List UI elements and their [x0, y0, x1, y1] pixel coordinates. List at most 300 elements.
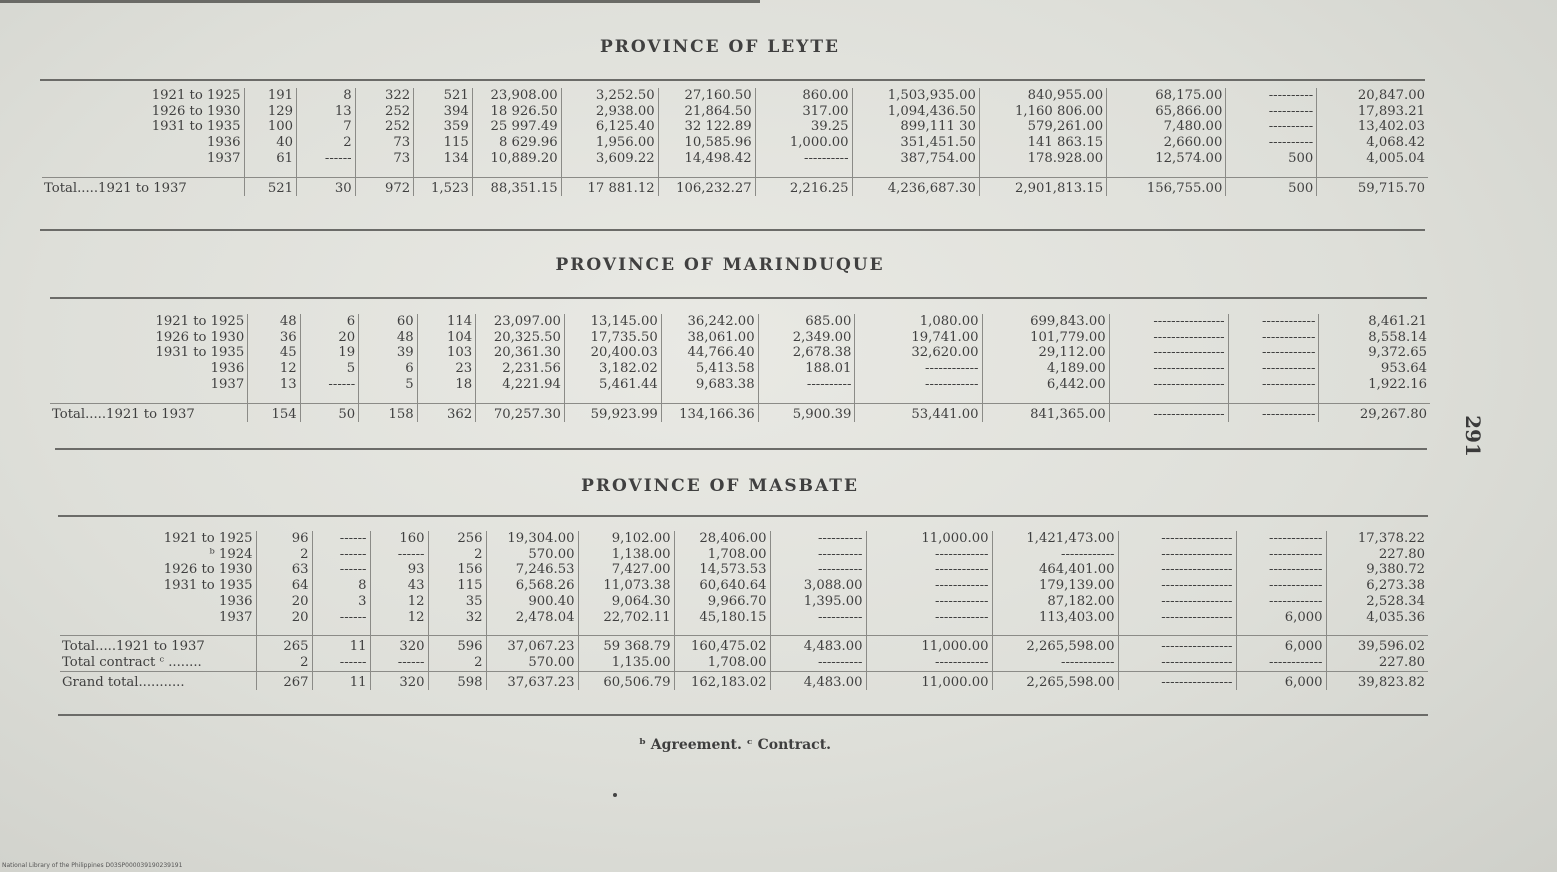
table-cell: ----------------	[1109, 345, 1228, 361]
marinduque-totals-row	[50, 403, 1430, 422]
table-cell: 11	[312, 636, 370, 655]
table-cell: 65,866.00	[1107, 104, 1226, 120]
table-cell: 100	[244, 119, 297, 135]
marinduque-rows-row	[50, 330, 1430, 346]
table-cell: ----------------	[1118, 531, 1236, 547]
table-cell: 252	[355, 104, 414, 120]
masbate-totals-row	[60, 671, 1428, 690]
table-cell: ------------	[866, 655, 992, 671]
table-cell: 860.00	[755, 88, 852, 104]
table-cell: 4,221.94	[476, 377, 565, 393]
table-cell: 32 122.89	[658, 119, 755, 135]
table-cell: ------	[370, 547, 428, 563]
row-label: Total.....1921 to 1937	[50, 403, 248, 422]
table-cell: 7,480.00	[1107, 119, 1226, 135]
table-cell: 11,000.00	[866, 636, 992, 655]
table-cell: 1,094,436.50	[852, 104, 979, 120]
table-cell: 2	[428, 547, 486, 563]
table-cell: 8 629.96	[472, 135, 561, 151]
table-cell: 12	[370, 610, 428, 626]
table-cell: ----------------	[1109, 403, 1228, 422]
table-cell: 10,585.96	[658, 135, 755, 151]
row-label: 1931 to 1935	[163, 578, 253, 594]
table-cell: 60,506.79	[578, 671, 674, 690]
marinduque-rows-row	[50, 345, 1430, 361]
table-cell: 39	[359, 345, 418, 361]
table-cell: 3,182.02	[564, 361, 661, 377]
table-cell: 2,660.00	[1107, 135, 1226, 151]
table-cell: 351,451.50	[852, 135, 979, 151]
table-cell: 5	[359, 377, 418, 393]
table-cell: 3,252.50	[561, 88, 658, 104]
table-cell: 2	[256, 655, 312, 671]
table-cell: ------------	[866, 562, 992, 578]
table-cell: 953.64	[1319, 361, 1430, 377]
table-cell: 252	[355, 119, 414, 135]
table-cell: 19	[300, 345, 359, 361]
table-cell: 320	[370, 636, 428, 655]
table-cell: ------------	[855, 377, 982, 393]
table-cell: 103	[417, 345, 476, 361]
table-cell: 68,175.00	[1107, 88, 1226, 104]
table-cell: 104	[417, 330, 476, 346]
table-cell: 39,596.02	[1326, 636, 1428, 655]
table-cell: 4,068.42	[1317, 135, 1428, 151]
table-cell: 64	[256, 578, 312, 594]
table-cell: 3,088.00	[770, 578, 866, 594]
table-cell: 2,528.34	[1326, 594, 1428, 610]
table-cell: 19,304.00	[486, 531, 578, 547]
table-cell: ------------	[1228, 345, 1319, 361]
table-cell: 32	[428, 610, 486, 626]
table-cell: 1,395.00	[770, 594, 866, 610]
masbate-rows-row	[60, 531, 1428, 547]
table-cell: 1,523	[414, 177, 473, 196]
marinduque-rows-row	[50, 314, 1430, 330]
table-cell: 2	[256, 547, 312, 563]
table-cell: 11	[312, 671, 370, 690]
table-cell: 6,000	[1236, 610, 1326, 626]
table-cell: ----------	[1226, 135, 1317, 151]
row-label: 1921 to 1925	[155, 314, 245, 329]
table-cell: 38,061.00	[661, 330, 758, 346]
table-cell: 134	[414, 151, 473, 167]
table-cell: ------	[312, 531, 370, 547]
table-cell: 4,483.00	[770, 671, 866, 690]
table-cell: 9,064.30	[578, 594, 674, 610]
scan-credit: National Library of the Philippines D03SP000039190239191	[2, 862, 183, 869]
table-cell: 73	[355, 135, 414, 151]
table-cell: 256	[428, 531, 486, 547]
table-cell: 53,441.00	[855, 403, 982, 422]
section-title-leyte: PROVINCE OF LEYTE	[600, 37, 840, 57]
table-cell: 12	[370, 594, 428, 610]
table-cell: 840,955.00	[979, 88, 1106, 104]
table-cell: ------	[300, 377, 359, 393]
masbate-rows-row	[60, 547, 1428, 563]
row-label: 1926 to 1930	[151, 103, 241, 119]
table-cell: 9,102.00	[578, 531, 674, 547]
table-cell: ----------------	[1109, 377, 1228, 393]
table-cell: 685.00	[758, 314, 855, 330]
table-cell: 6,273.38	[1326, 578, 1428, 594]
table-cell: 17,735.50	[564, 330, 661, 346]
table-cell: 21,864.50	[658, 104, 755, 120]
table-cell: ----------------	[1109, 330, 1228, 346]
table-cell: ------------	[1236, 547, 1326, 563]
table-cell: 6,000	[1236, 636, 1326, 655]
table-cell: 60,640.64	[674, 578, 770, 594]
table-cell: 61	[244, 151, 297, 167]
top-edge-rule	[0, 0, 760, 3]
table-cell: 1,000.00	[755, 135, 852, 151]
masbate-bottom-rule	[58, 714, 1428, 716]
table-cell: 899,111 30	[852, 119, 979, 135]
table-cell: ----------	[770, 531, 866, 547]
table-cell: 11,000.00	[866, 671, 992, 690]
leyte-rows-row	[42, 151, 1428, 167]
leyte-rows-row	[42, 119, 1428, 135]
table-cell: 22,702.11	[578, 610, 674, 626]
row-label: Total.....1921 to 1937	[42, 177, 244, 196]
table-cell: ----------------	[1109, 361, 1228, 377]
table-cell: 113,403.00	[992, 610, 1118, 626]
table-cell: 227.80	[1326, 547, 1428, 563]
table-cell: 23,097.00	[476, 314, 565, 330]
table-cell: 322	[355, 88, 414, 104]
table-cell: 23	[417, 361, 476, 377]
masbate-table	[60, 531, 1428, 690]
table-cell: 5,461.44	[564, 377, 661, 393]
marinduque-table	[50, 314, 1430, 422]
leyte-rows-row	[42, 88, 1428, 104]
table-cell: 27,160.50	[658, 88, 755, 104]
table-cell: 598	[428, 671, 486, 690]
table-cell: 141 863.15	[979, 135, 1106, 151]
marinduque-bottom-rule	[55, 448, 1427, 450]
table-cell: 45	[248, 345, 300, 361]
table-cell: 1,421,473.00	[992, 531, 1118, 547]
table-cell: 37,637.23	[486, 671, 578, 690]
table-cell: 59,923.99	[564, 403, 661, 422]
table-cell: 134,166.36	[661, 403, 758, 422]
leyte-top-rule	[40, 79, 1425, 81]
ink-dot	[613, 793, 617, 797]
table-cell: 464,401.00	[992, 562, 1118, 578]
table-cell: 115	[428, 578, 486, 594]
table-cell: 101,779.00	[982, 330, 1109, 346]
table-cell: ----------------	[1118, 655, 1236, 671]
table-cell: 900.40	[486, 594, 578, 610]
table-cell: 2,938.00	[561, 104, 658, 120]
table-cell: 2,265,598.00	[992, 671, 1118, 690]
table-cell: 45,180.15	[674, 610, 770, 626]
row-label: 1931 to 1935	[155, 345, 245, 361]
table-cell: 2	[297, 135, 356, 151]
masbate-top-rule	[58, 515, 1428, 517]
table-cell: 5	[300, 361, 359, 377]
table-cell: 13	[248, 377, 300, 393]
table-cell: 1,708.00	[674, 655, 770, 671]
table-cell: 50	[300, 403, 359, 422]
table-cell: 1,135.00	[578, 655, 674, 671]
table-cell: 17,893.21	[1317, 104, 1428, 120]
table-cell: 7	[297, 119, 356, 135]
table-cell: 2,216.25	[755, 177, 852, 196]
table-cell: 18	[417, 377, 476, 393]
table-cell: 596	[428, 636, 486, 655]
table-cell: ------------	[866, 610, 992, 626]
table-cell: 13,145.00	[564, 314, 661, 330]
table-cell: 48	[248, 314, 300, 330]
table-cell: ------------	[866, 594, 992, 610]
row-label: 1937	[210, 376, 245, 392]
row-label: 1937	[218, 609, 253, 625]
table-cell: 17 881.12	[561, 177, 658, 196]
table-cell: 20	[256, 594, 312, 610]
marinduque-rows-row	[50, 377, 1430, 393]
table-cell: 59 368.79	[578, 636, 674, 655]
row-label: Total.....1921 to 1937	[60, 636, 256, 655]
table-cell: 156	[428, 562, 486, 578]
table-cell: ----------------	[1118, 636, 1236, 655]
table-cell: 14,498.42	[658, 151, 755, 167]
table-cell: 20	[256, 610, 312, 626]
table-cell: ----------	[770, 562, 866, 578]
table-cell: 6,568.26	[486, 578, 578, 594]
table-cell: 36	[248, 330, 300, 346]
table-cell: 70,257.30	[476, 403, 565, 422]
table-cell: ----------	[770, 547, 866, 563]
table-cell: 87,182.00	[992, 594, 1118, 610]
table-cell: 12,574.00	[1107, 151, 1226, 167]
table-cell: 93	[370, 562, 428, 578]
table-cell: 2,349.00	[758, 330, 855, 346]
table-cell: ------	[312, 562, 370, 578]
table-cell: 2,231.56	[476, 361, 565, 377]
table-cell: 521	[414, 88, 473, 104]
table-cell: ------------	[1236, 655, 1326, 671]
table-cell: 156,755.00	[1107, 177, 1226, 196]
table-cell: 265	[256, 636, 312, 655]
table-cell: 4,189.00	[982, 361, 1109, 377]
row-label: 1926 to 1930	[163, 562, 253, 578]
table-cell: 972	[355, 177, 414, 196]
masbate-rows-row	[60, 578, 1428, 594]
masbate-rows-row	[60, 562, 1428, 578]
table-cell: ------	[297, 151, 356, 167]
masbate-rows-row	[60, 610, 1428, 626]
table-cell: 1,708.00	[674, 547, 770, 563]
table-cell: 35	[428, 594, 486, 610]
table-cell: 12	[248, 361, 300, 377]
table-cell: 4,483.00	[770, 636, 866, 655]
table-cell: 88,351.15	[472, 177, 561, 196]
row-label: 1931 to 1935	[151, 119, 241, 135]
table-cell: 2,678.38	[758, 345, 855, 361]
table-cell: 521	[244, 177, 297, 196]
table-cell: 40	[244, 135, 297, 151]
table-cell: ----------------	[1118, 578, 1236, 594]
table-cell: 5,900.39	[758, 403, 855, 422]
table-cell: 394	[414, 104, 473, 120]
table-cell: 25 997.49	[472, 119, 561, 135]
table-cell: 2,265,598.00	[992, 636, 1118, 655]
leyte-rows-row	[42, 135, 1428, 151]
row-label: 1921 to 1925	[151, 88, 241, 103]
table-cell: ------	[312, 547, 370, 563]
table-cell: 579,261.00	[979, 119, 1106, 135]
table-cell: 19,741.00	[855, 330, 982, 346]
table-cell: ----------------	[1109, 314, 1228, 330]
table-cell: ------------	[1228, 361, 1319, 377]
table-cell: 28,406.00	[674, 531, 770, 547]
table-cell: 362	[417, 403, 476, 422]
table-cell: 1,138.00	[578, 547, 674, 563]
table-cell: 20	[300, 330, 359, 346]
row-label: 1937	[206, 150, 241, 166]
table-cell: 7,246.53	[486, 562, 578, 578]
table-cell: 162,183.02	[674, 671, 770, 690]
table-cell: ------	[312, 610, 370, 626]
table-cell: ----------	[1226, 119, 1317, 135]
table-cell: 3	[312, 594, 370, 610]
table-cell: 9,683.38	[661, 377, 758, 393]
table-cell: ------------	[1236, 562, 1326, 578]
section-title-masbate: PROVINCE OF MASBATE	[581, 476, 859, 496]
table-cell: 9,372.65	[1319, 345, 1430, 361]
table-cell: 1,922.16	[1319, 377, 1430, 393]
row-spacer	[42, 167, 1428, 178]
table-cell: ------------	[1228, 377, 1319, 393]
table-cell: 5,413.58	[661, 361, 758, 377]
table-cell: ------------	[992, 655, 1118, 671]
table-cell: 6,125.40	[561, 119, 658, 135]
table-cell: ------	[370, 655, 428, 671]
table-cell: ----------------	[1118, 594, 1236, 610]
row-label: 1936	[210, 361, 245, 377]
table-cell: ------------	[866, 547, 992, 563]
leyte-table	[42, 88, 1428, 196]
row-spacer	[50, 393, 1430, 404]
table-cell: 8,461.21	[1319, 314, 1430, 330]
table-cell: 9,380.72	[1326, 562, 1428, 578]
table-cell: ------------	[855, 361, 982, 377]
row-label: ᵇ 1924	[209, 546, 253, 562]
table-cell: 115	[414, 135, 473, 151]
table-cell: 129	[244, 104, 297, 120]
table-cell: 179,139.00	[992, 578, 1118, 594]
table-cell: 1,160 806.00	[979, 104, 1106, 120]
table-cell: 154	[248, 403, 300, 422]
leyte-rows-row	[42, 104, 1428, 120]
table-cell: 191	[244, 88, 297, 104]
row-label: 1926 to 1930	[155, 329, 245, 345]
table-cell: 32,620.00	[855, 345, 982, 361]
marinduque-top-rule	[50, 297, 1427, 299]
table-cell: 320	[370, 671, 428, 690]
table-cell: 500	[1226, 177, 1317, 196]
masbate-totals-row	[60, 636, 1428, 655]
table-cell: 6,000	[1236, 671, 1326, 690]
table-cell: 2	[428, 655, 486, 671]
table-cell: ------------	[1236, 594, 1326, 610]
table-cell: 63	[256, 562, 312, 578]
page-number: 291	[1460, 415, 1485, 457]
row-spacer	[60, 625, 1428, 636]
table-cell: 158	[359, 403, 418, 422]
table-cell: 29,267.80	[1319, 403, 1430, 422]
table-cell: 29,112.00	[982, 345, 1109, 361]
table-cell: 39.25	[755, 119, 852, 135]
table-cell: 20,361.30	[476, 345, 565, 361]
table-cell: ----------	[770, 610, 866, 626]
table-cell: ----------	[1226, 88, 1317, 104]
table-cell: ------------	[1228, 330, 1319, 346]
table-cell: 8,558.14	[1319, 330, 1430, 346]
row-label: Grand total...........	[60, 671, 256, 690]
table-cell: 1,080.00	[855, 314, 982, 330]
masbate-rows-row	[60, 594, 1428, 610]
table-cell: 841,365.00	[982, 403, 1109, 422]
table-cell: 359	[414, 119, 473, 135]
table-cell: 36,242.00	[661, 314, 758, 330]
row-label: Total contract ᶜ ........	[62, 654, 202, 670]
table-cell: ------------	[1228, 314, 1319, 330]
table-cell: 20,400.03	[564, 345, 661, 361]
table-cell: 20,325.50	[476, 330, 565, 346]
marinduque-rows-row	[50, 361, 1430, 377]
table-cell: 699,843.00	[982, 314, 1109, 330]
table-cell: ------------	[866, 578, 992, 594]
table-cell: 6	[359, 361, 418, 377]
table-cell: 4,035.36	[1326, 610, 1428, 626]
table-cell: ------	[312, 655, 370, 671]
table-cell: 4,005.04	[1317, 151, 1428, 167]
table-cell: 60	[359, 314, 418, 330]
table-cell: 10,889.20	[472, 151, 561, 167]
table-cell: 6,442.00	[982, 377, 1109, 393]
section-title-marinduque: PROVINCE OF MARINDUQUE	[555, 255, 885, 275]
table-cell: 43	[370, 578, 428, 594]
table-cell: 317.00	[755, 104, 852, 120]
table-cell: ------------	[1236, 578, 1326, 594]
footnote: ᵇ Agreement. ᶜ Contract.	[638, 737, 832, 753]
table-cell: 106,232.27	[658, 177, 755, 196]
table-cell: 3,609.22	[561, 151, 658, 167]
table-cell: 18 926.50	[472, 104, 561, 120]
table-cell: 160	[370, 531, 428, 547]
table-cell: 37,067.23	[486, 636, 578, 655]
table-cell: 500	[1226, 151, 1317, 167]
table-cell: 227.80	[1326, 655, 1428, 671]
leyte-totals-row	[42, 177, 1428, 196]
masbate-totals-row	[60, 655, 1428, 671]
table-cell: 39,823.82	[1326, 671, 1428, 690]
table-cell: 17,378.22	[1326, 531, 1428, 547]
table-cell: ------------	[1228, 403, 1319, 422]
table-cell: 73	[355, 151, 414, 167]
table-cell: 13,402.03	[1317, 119, 1428, 135]
table-cell: 570.00	[486, 655, 578, 671]
table-cell: 387,754.00	[852, 151, 979, 167]
table-cell: ----------------	[1118, 547, 1236, 563]
table-cell: 20,847.00	[1317, 88, 1428, 104]
table-cell: 14,573.53	[674, 562, 770, 578]
table-cell: ----------------	[1118, 671, 1236, 690]
table-cell: ------------	[992, 547, 1118, 563]
table-cell: 160,475.02	[674, 636, 770, 655]
